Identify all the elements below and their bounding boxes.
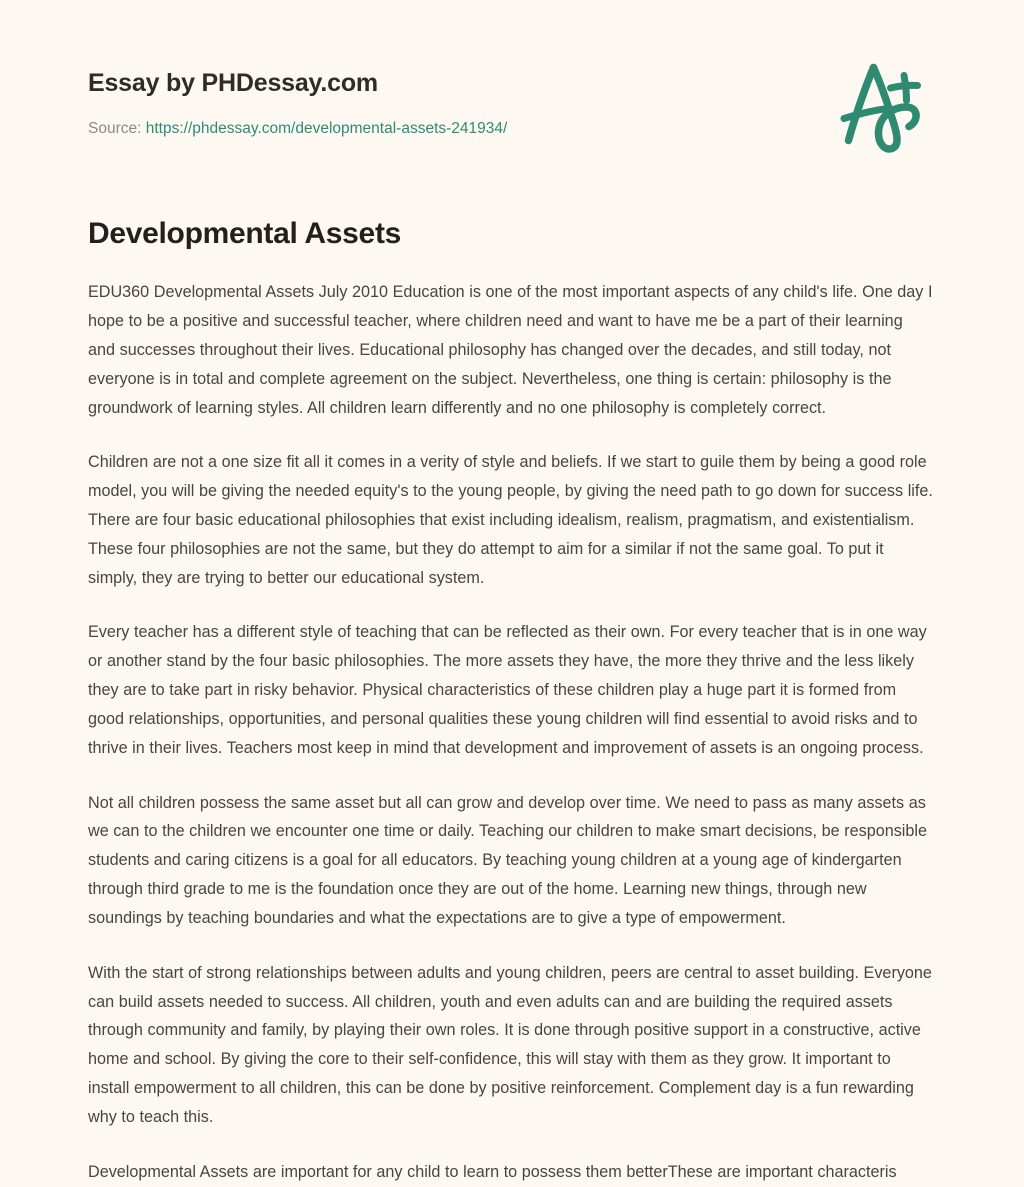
- essay-paragraph: With the start of strong relationships between adults and young children, peers are central to asset building. Everyone can build assets needed to success. All children, youth and even adults can and are building the required assets through community and family, by playing their own roles. It is done through positive support in a constructive, active home and school. By giving the core to their self-confidence, this will stay with them as they grow. It important to install empowerment to all children, this can be done by positive reinforcement. Complement day is a fun rewarding why to teach this.: [88, 963, 932, 1126]
- essay-paragraph: Every teacher has a different style of teaching that can be reflected as their own. For every teacher that is in one way or another stand by the four basic philosophies. The more assets they have, the more they thrive and the less likely they are to take part in risky behavior. Physical characteristics of these children play a huge part it is formed from good relationships, opportunities, and personal qualities these young children will find essential to avoid risks and to thrive in their lives. Teachers most keep in mind that development and improvement of assets is an ongoing process.: [88, 623, 927, 757]
- source-url-link[interactable]: https://phdessay.com/developmental-assets-241934/: [145, 120, 508, 137]
- essay-paragraph: EDU360 Developmental Assets July 2010 Education is one of the most important aspects of any child's life. One day I hope to be a positive and successful teacher, where children need and want to have me be a part of their learning and successes throughout their lives. Educational philosophy has changed over the decades, and still today, not everyone is in total and complete agreement on the subject. Nevertheless, one thing is certain: philosophy is the groundwork of learning styles. All children learn differently and no one philosophy is completely correct.: [88, 283, 933, 417]
- essay-title: Developmental Assets: [88, 216, 402, 250]
- brand-title: Essay by PHDessay.com: [88, 69, 378, 97]
- a-plus-logo: [826, 50, 938, 162]
- essay-paragraph: Not all children possess the same asset but all can grow and develop over time. We need to pass as many assets as we can to the children we encounter one time or daily. Teaching our children to make smart decisions, be responsible students and caring citizens is a goal for all educators. By teaching young children at a young age of kindergarten through third grade to me is the foundation once they are out of the home. Learning new things, through new soundings by teaching boundaries and what the expectations are to give a type of empowerment.: [88, 793, 928, 927]
- source-label: Source:: [88, 120, 142, 137]
- essay-paragraph-truncated: Developmental Assets are important for any child to learn to possess them betterThese are important characteris: [88, 1162, 897, 1181]
- a-plus-logo-icon: [826, 50, 938, 162]
- page-header: [88, 0, 936, 140]
- essay-paragraph: Children are not a one size fit all it comes in a verity of style and beliefs. If we start to guile them by being a good role model, you will be giving the needed equity's to the young people, by giving the need path to go down for success life. There are four basic educational philosophies that exist including idealism, realism, pragmatism, and existentialism. These four philosophies are not the same, but they do attempt to aim for a similar if not the same goal. To put it simply, they are trying to better our educational system.: [88, 453, 933, 587]
- essay-body: [88, 252, 934, 1186]
- source-line: [88, 118, 936, 140]
